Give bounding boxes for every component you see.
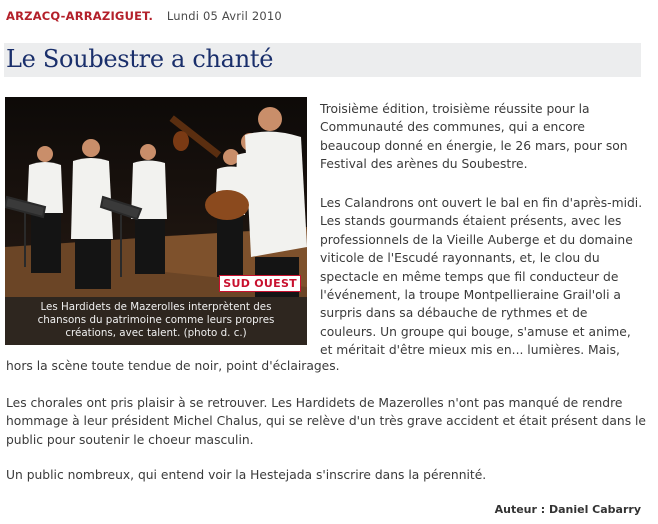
paragraph-4: Un public nombreux, qui entend voir la Hestejada s'inscrire dans la pérennité. xyxy=(6,468,487,482)
title-bar xyxy=(4,43,641,77)
author-credit: Auteur : Daniel Cabarry xyxy=(494,503,641,516)
date-label: Lundi 05 Avril 2010 xyxy=(166,9,282,23)
paragraph-3: Les chorales ont pris plaisir à se retrouver. Les Hardidets de Mazerolles n'ont pas manqué de rendre hommage à leur président Michel Chalus, qui se relève d'un très grave accident et était présent dans le public pour soutenir le choeur masculin. xyxy=(6,396,646,447)
article-photo xyxy=(5,97,307,345)
photo-caption xyxy=(5,297,307,345)
paragraph-2-continued: hors la scène toute tendue de noir, point d'éclairages. xyxy=(6,359,340,373)
location-label: ARZACQ-ARRAZIGUET. xyxy=(6,9,154,23)
caption-line: chansons du patrimoine comme leurs propres xyxy=(37,314,275,326)
paragraph-2: Les Calandrons ont ouvert le bal en fin d'après-midi. Les stands gourmands étaient présents, avec les professionnels de la Vieille Auberge et du domaine viticole de l'Escudé rayonnants, et, le clou du spectacle en même temps que fil conducteur de l'événement, la troupe Montpellieraine Grail'oli a surpris dans sa débauche de rythmes et de couleurs. Un groupe qui bouge, s'amuse et anime, et méritait d'être mieux mis en... lumières. Mais, xyxy=(320,196,643,358)
caption-line: Les Hardidets de Mazerolles interprètent des xyxy=(40,301,272,313)
paragraph-1: Troisième édition, troisième réussite pour la Communauté des communes, qui a encore beaucoup donné en énergie, le 26 mars, pour son Festival des arènes du Soubestre. xyxy=(320,102,628,172)
article-header xyxy=(6,9,282,23)
article-title: Le Soubestre a chanté xyxy=(6,45,274,73)
caption-line: créations, avec talent. (photo d. c.) xyxy=(65,327,247,339)
sud-ouest-logo: SUD OUEST xyxy=(219,275,301,292)
